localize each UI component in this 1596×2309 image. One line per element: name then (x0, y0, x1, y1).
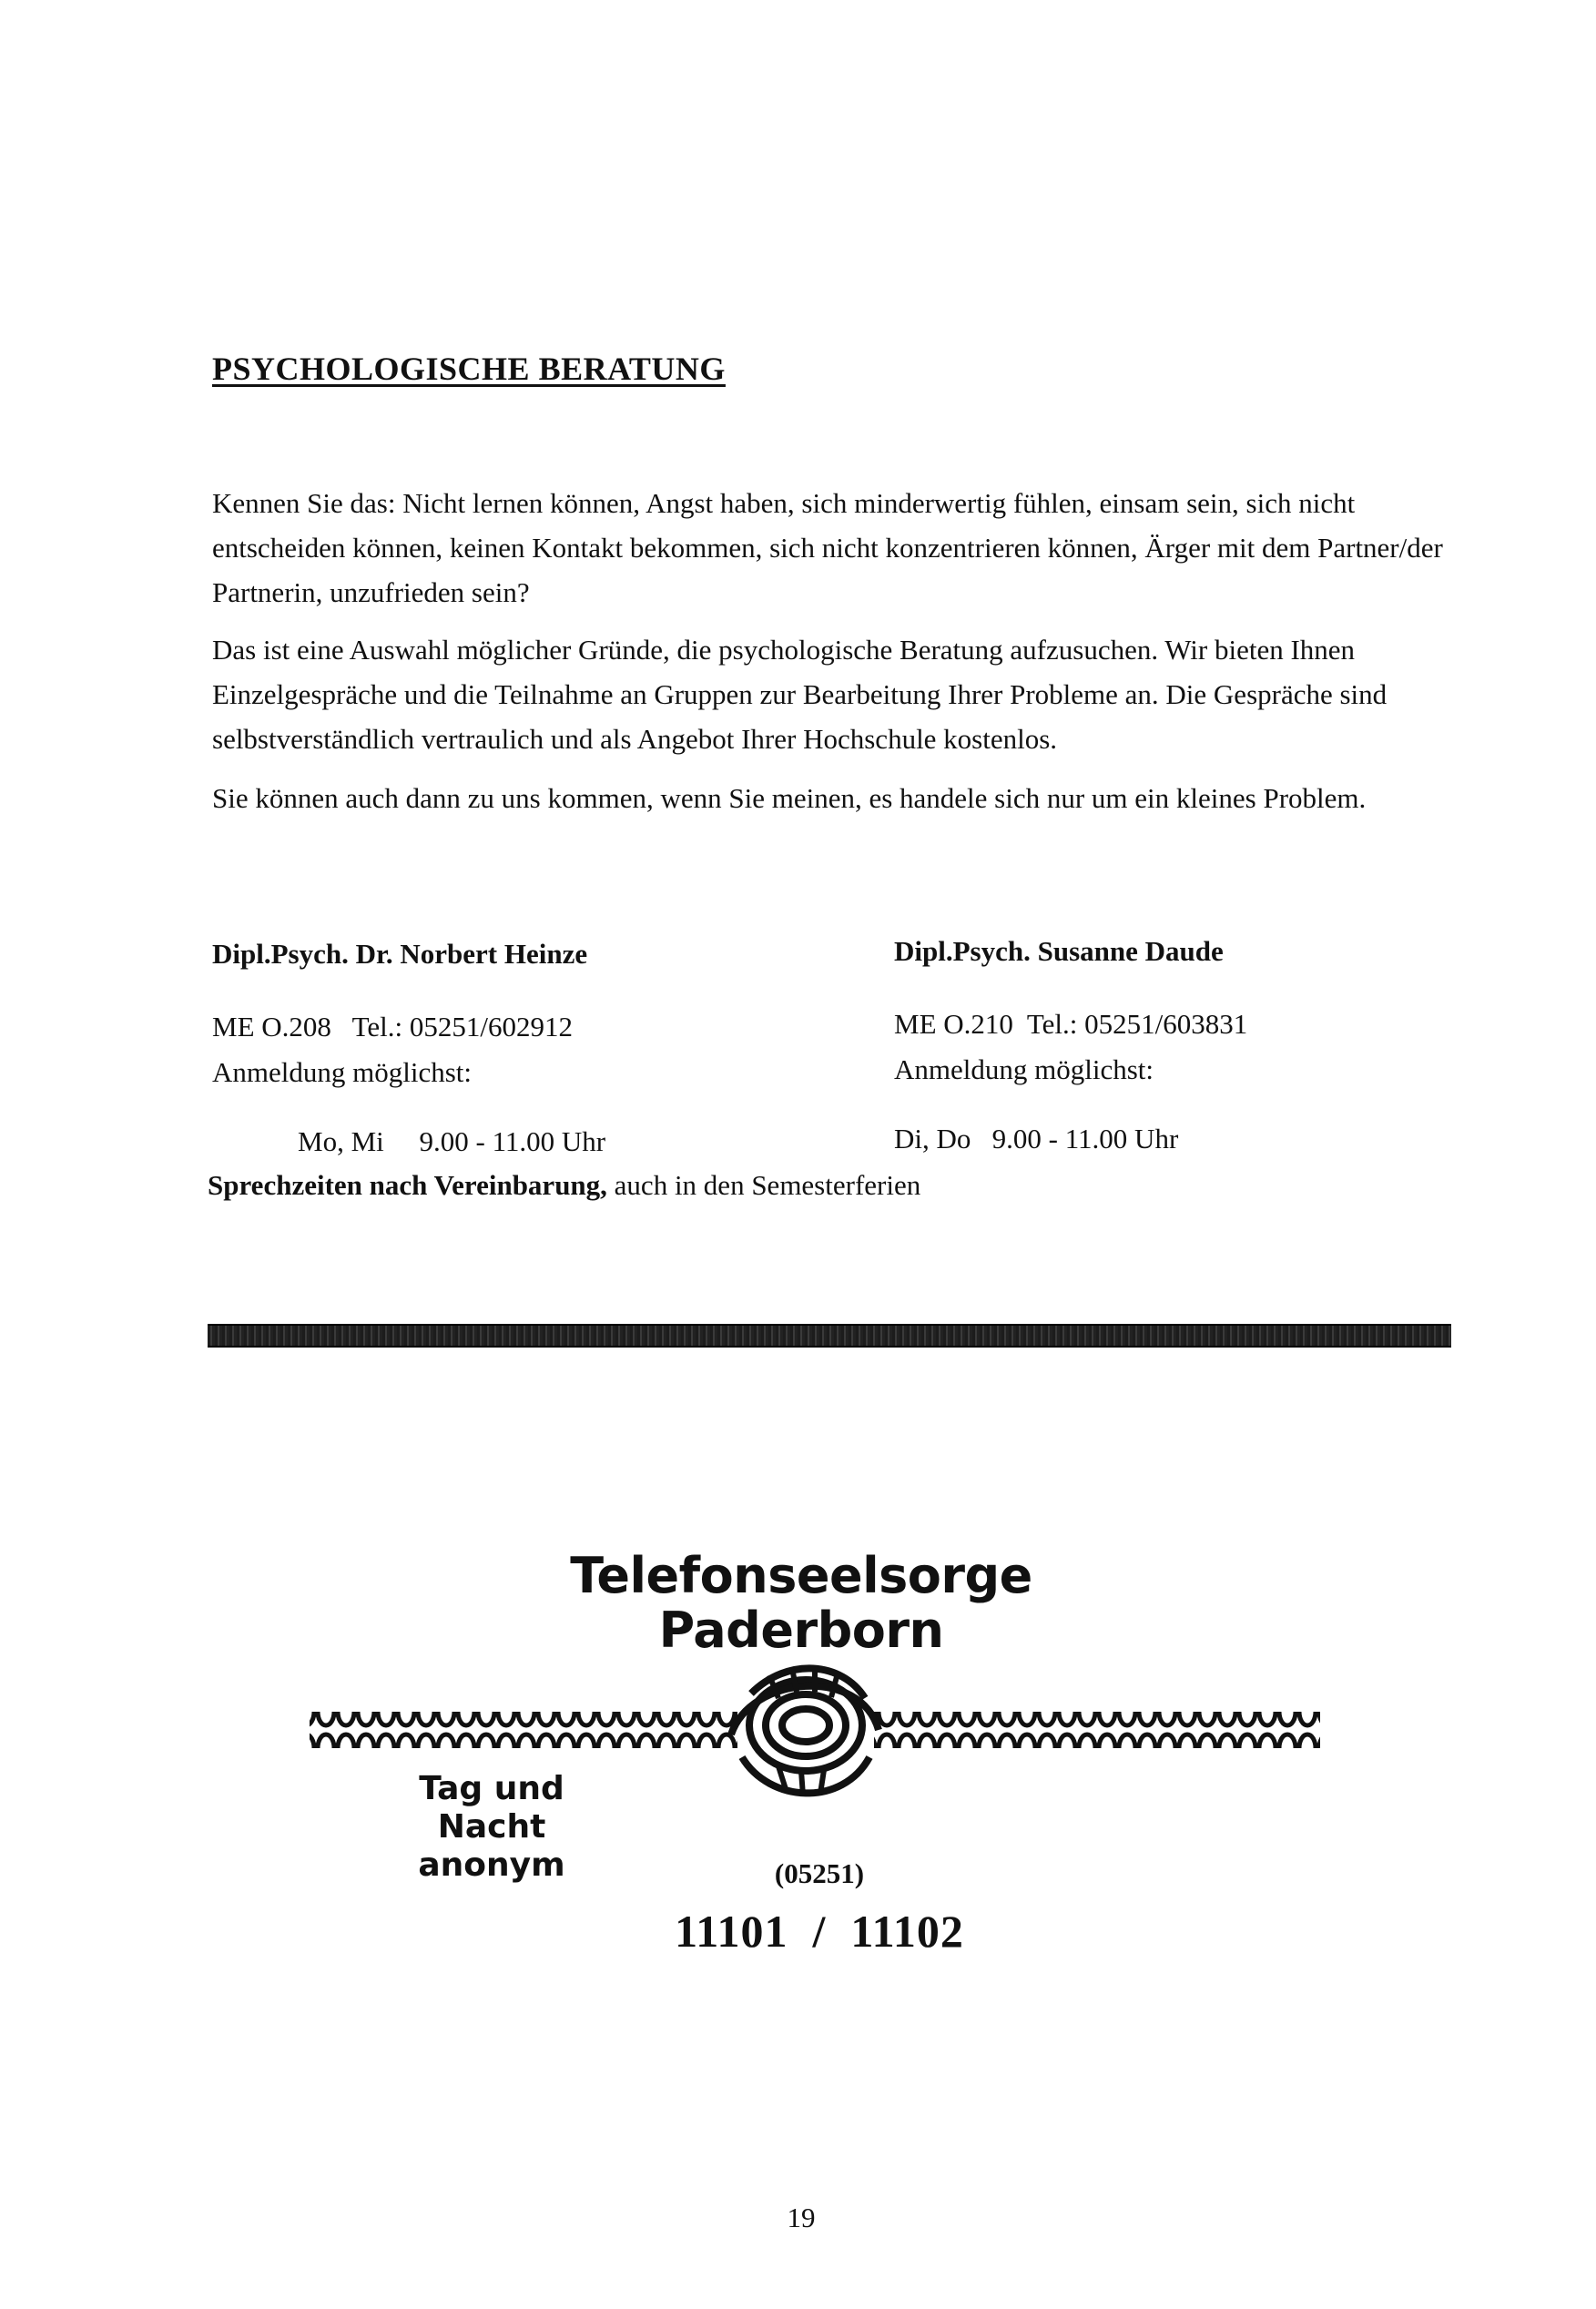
contact-room-phone: ME O.210 Tel.: 05251/603831 (894, 1008, 1248, 1040)
contact-hours: Mo, Mi 9.00 - 11.00 Uhr (298, 1125, 606, 1157)
contact-signup-label: Anmeldung möglichst: (212, 1056, 473, 1088)
telefonseelsorge-tagline (360, 1770, 624, 1885)
telefonseelsorge-city: Paderborn (658, 1602, 944, 1659)
reasons-paragraph: Das ist eine Auswahl möglicher Gründe, die psychologische Beratung aufzusuchen. Wir bieten Ihnen Einzelgespräche und die Teilnahme an Gruppen zur Bearbeitung Ihrer Probleme an. Die Gespräche sind selbstverständlich vertraulich und als Angebot Ihrer Hochschule kostenlos. (212, 634, 1388, 755)
contact-name: Dipl.Psych. Dr. Norbert Heinze (212, 938, 588, 970)
section-divider (208, 1324, 1451, 1348)
office-hours-rest: auch in den Semesterferien (614, 1169, 921, 1201)
page-heading: PSYCHOLOGISCHE BERATUNG (212, 351, 726, 387)
contact-heinze (212, 931, 605, 1165)
contact-signup-label: Anmeldung möglichst: (894, 1053, 1154, 1085)
tagline-line1: Tag und Nacht (419, 1770, 564, 1846)
hotline-numbers: 11101 / 11102 (675, 1906, 964, 1957)
invitation-paragraph: Sie können auch dann zu uns kommen, wenn Sie meinen, es handele sich nur um ein kleines Problem. (212, 782, 1367, 814)
intro-paragraph: Kennen Sie das: Nicht lernen können, Angst haben, sich minderwertig fühlen, einsam sein, sich nicht entscheiden können, keinen Kontakt bekommen, sich nicht konzentrieren können, Ärger mit dem Partner/der Partnerin, unzufrieden sein? (212, 487, 1443, 608)
telefonseelsorge-title: Telefonseelsorge (570, 1547, 1032, 1604)
tagline-line2: anonym (418, 1846, 565, 1884)
contact-daude (894, 929, 1247, 1162)
page-number: 19 (787, 2202, 816, 2233)
office-hours-note (208, 1169, 920, 1202)
contact-hours: Di, Do 9.00 - 11.00 Uhr (894, 1123, 1179, 1154)
area-code: (05251) (774, 1857, 865, 1889)
contact-name: Dipl.Psych. Susanne Daude (894, 935, 1224, 967)
office-hours-bold: Sprechzeiten nach Vereinbarung, (208, 1169, 607, 1201)
contact-room-phone: ME O.208 Tel.: 05251/602912 (212, 1011, 573, 1043)
